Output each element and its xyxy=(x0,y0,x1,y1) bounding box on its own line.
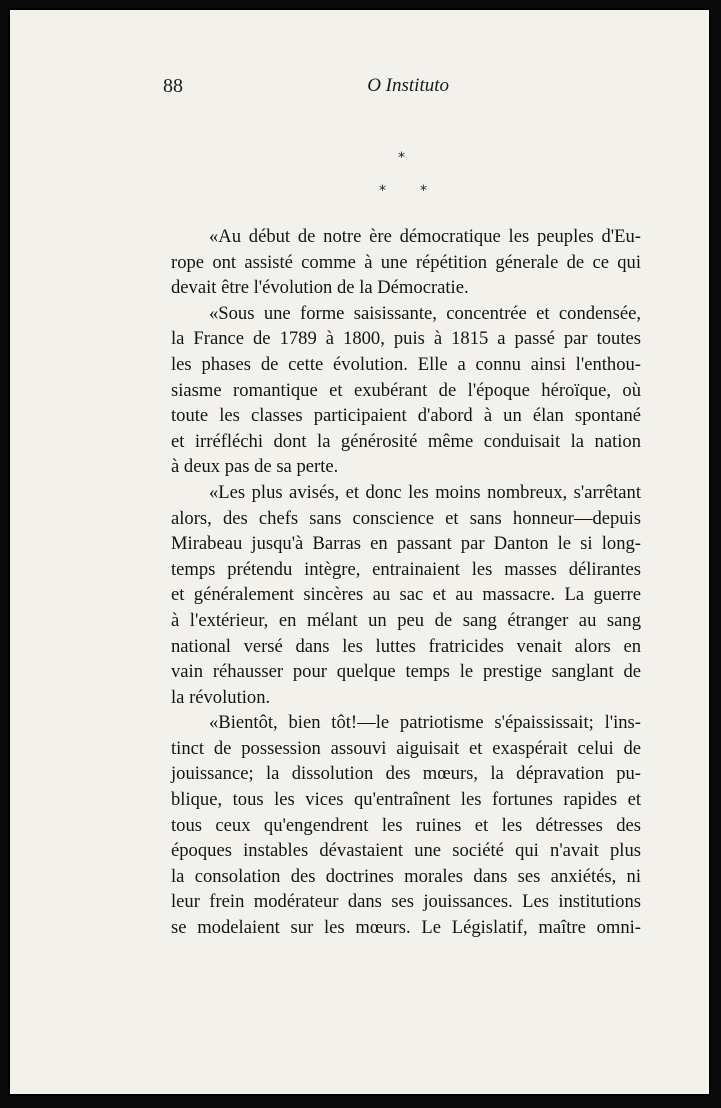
text-line: alors, des chefs sans conscience et sans honneur—depuis xyxy=(171,507,641,529)
text-line: siasme romantique et exubérant de l'époque héroïque, où xyxy=(171,379,641,401)
text-line: époques instables dévastaient une société qui n'avait plus xyxy=(171,840,641,862)
text-line: se modelaient sur les mœurs. Le Législatif, maître omni- xyxy=(171,917,641,939)
text-line: blique, tous les vices qu'entraînent les fortunes rapides et xyxy=(171,789,641,811)
running-title: O Instituto xyxy=(367,75,449,96)
text-line: leur frein modérateur dans ses jouissances. Les institutions xyxy=(171,891,641,913)
body-text xyxy=(171,224,641,941)
text-line: vain réhausser pour quelque temps le prestige sanglant de xyxy=(171,661,641,683)
text-line: «Au début de notre ère démocratique les peuples d'Eu- xyxy=(209,226,641,247)
text-line: et généralement sincères au sac et au massacre. La guerre xyxy=(171,584,641,606)
text-line: temps prétendu intègre, entrainaient les masses délirantes xyxy=(171,558,641,580)
asterism-star-left: * xyxy=(379,183,386,199)
text-line: la consolation des doctrines morales dans ses anxiétés, ni xyxy=(171,865,641,887)
page-number: 88 xyxy=(163,75,183,97)
text-line: rope ont assisté comme à une répétition génerale de ce qui xyxy=(171,251,641,273)
text-line: la France de 1789 à 1800, puis à 1815 a passé par toutes xyxy=(171,328,641,350)
text-line: jouissance; la dissolution des mœurs, la dépravation pu- xyxy=(171,763,641,785)
text-line: et irréfléchi dont la générosité même conduisait la nation xyxy=(171,430,641,452)
text-line: tous ceux qu'engendrent les ruines et les détresses des xyxy=(171,814,641,836)
text-line: «Les plus avisés, et donc les moins nombreux, s'arrêtant xyxy=(209,481,641,503)
text-line: national versé dans les luttes fratricides venait alors en xyxy=(171,635,641,657)
text-line: à l'extérieur, en mélant un peu de sang étranger au sang xyxy=(171,609,641,631)
text-line: à deux pas de sa perte. xyxy=(171,456,339,478)
text-line: les phases de cette évolution. Elle a connu ainsi l'enthou- xyxy=(171,353,641,375)
page-header xyxy=(163,75,453,101)
asterism-star-top: * xyxy=(398,150,405,166)
text-line: devait être l'évolution de la Démocratie. xyxy=(171,277,469,299)
asterism-star-right: * xyxy=(420,183,427,199)
text-line: toute les classes participaient d'abord à un élan spontané xyxy=(171,405,641,427)
text-line: tinct de possession assouvi aiguisait et exaspérait celui de xyxy=(171,737,641,759)
text-line: «Bientôt, bien tôt!—le patriotisme s'épaississait; l'ins- xyxy=(209,712,641,734)
text-line: Mirabeau jusqu'à Barras en passant par Danton le si long- xyxy=(171,533,641,555)
text-line: la révolution. xyxy=(171,686,271,708)
text-line: «Sous une forme saisissante, concentrée et condensée, xyxy=(209,302,641,324)
